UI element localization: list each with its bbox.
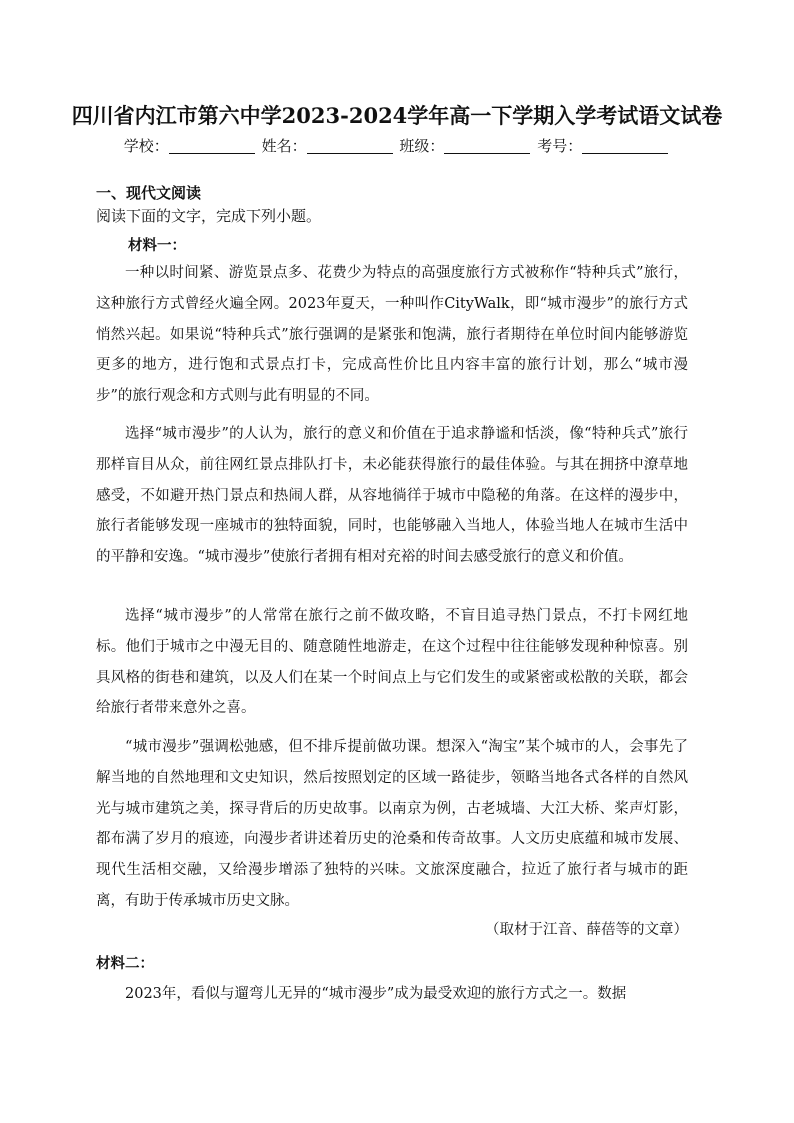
material-one-paragraph: 选择“城市漫步”的人常常在旅行之前不做攻略，不盲目追寻热门景点，不打卡网红地标。他们于城市之中漫无目的、随意随性地游走，在这个过程中往往能够发现种种惊喜。别具风格的街巷和建筑，以及人们在某一个时间点上与它们发生的或紧密或松散的关联，都会给旅行者带来意外之喜。: [96, 608, 688, 717]
name-label: 姓名：: [261, 137, 307, 155]
class-label: 班级：: [399, 137, 445, 155]
exam-title: 四川省内江市第六中学2023-2024学年高一下学期入学考试语文试卷: [71, 103, 723, 128]
material-one-paragraph: 选择“城市漫步”的人认为，旅行的意义和价值在于追求静谧和恬淡，像“特种兵式”旅行那样盲目从众，前往网红景点排队打卡，未必能获得旅行的最佳体验。与其在拥挤中潦草地感受，不如避开热门景点和热闹人群，从容地徜徉于城市中隐秘的角落。在这样的漫步中，旅行者能够发现一座城市的独特面貌，同时，也能够融入当地人，体验当地人在城市生活中的平静和安逸。“城市漫步”使旅行者拥有相对充裕的时间去感受旅行的意义和价值。: [96, 426, 688, 566]
exam-number-label: 考号：: [537, 137, 583, 155]
student-info-line: [0, 135, 794, 156]
section-heading: 一、现代文阅读: [96, 184, 202, 202]
school-label: 学校：: [123, 137, 169, 155]
material-one-label: 材料一：: [128, 237, 186, 254]
exam-number-blank[interactable]: [582, 139, 668, 154]
material-one-paragraph: “城市漫步”强调松弛感，但不排斥提前做功课。想深入“淘宝”某个城市的人，会事先了解当地的自然地理和文史知识，然后按照划定的区域一路徒步，领略当地各式各样的自然风光与城市建筑之美，探寻背后的历史故事。以南京为例，古老城墙、大江大桥、桨声灯影，都布满了岁月的痕迹，向漫步者讲述着历史的沧桑和传奇故事。人文历史底蕴和城市发展、现代生活相交融，又给漫步增添了独特的兴味。文旅深度融合，拉近了旅行者与城市的距离，有助于传承城市历史文脉。: [96, 739, 688, 909]
material-two-label: 材料二：: [96, 955, 154, 972]
material-two-paragraph: 2023年，看似与遛弯儿无异的“城市漫步”成为最受欢迎的旅行方式之一。数据: [125, 986, 627, 1002]
material-one-paragraph: 一种以时间紧、游览景点多、花费少为特点的高强度旅行方式被称作“特种兵式”旅行，这种旅行方式曾经火遍全网。2023年夏天，一种叫作CityWalk，即“城市漫步”的旅行方式悄然兴起。如果说“特种兵式”旅行强调的是紧张和饱满，旅行者期待在单位时间内能够游览更多的地方，进行饱和式景点打卡，完成高性价比且内容丰富的旅行计划，那么“城市漫步”的旅行观念和方式则与此有明显的不同。: [96, 265, 688, 405]
material-one-source: （取材于江音、薛蓓等的文章）: [485, 922, 688, 938]
name-blank[interactable]: [307, 139, 393, 154]
class-blank[interactable]: [444, 139, 530, 154]
school-blank[interactable]: [169, 139, 255, 154]
section-instruction: 阅读下面的文字，完成下列小题。: [96, 207, 322, 225]
